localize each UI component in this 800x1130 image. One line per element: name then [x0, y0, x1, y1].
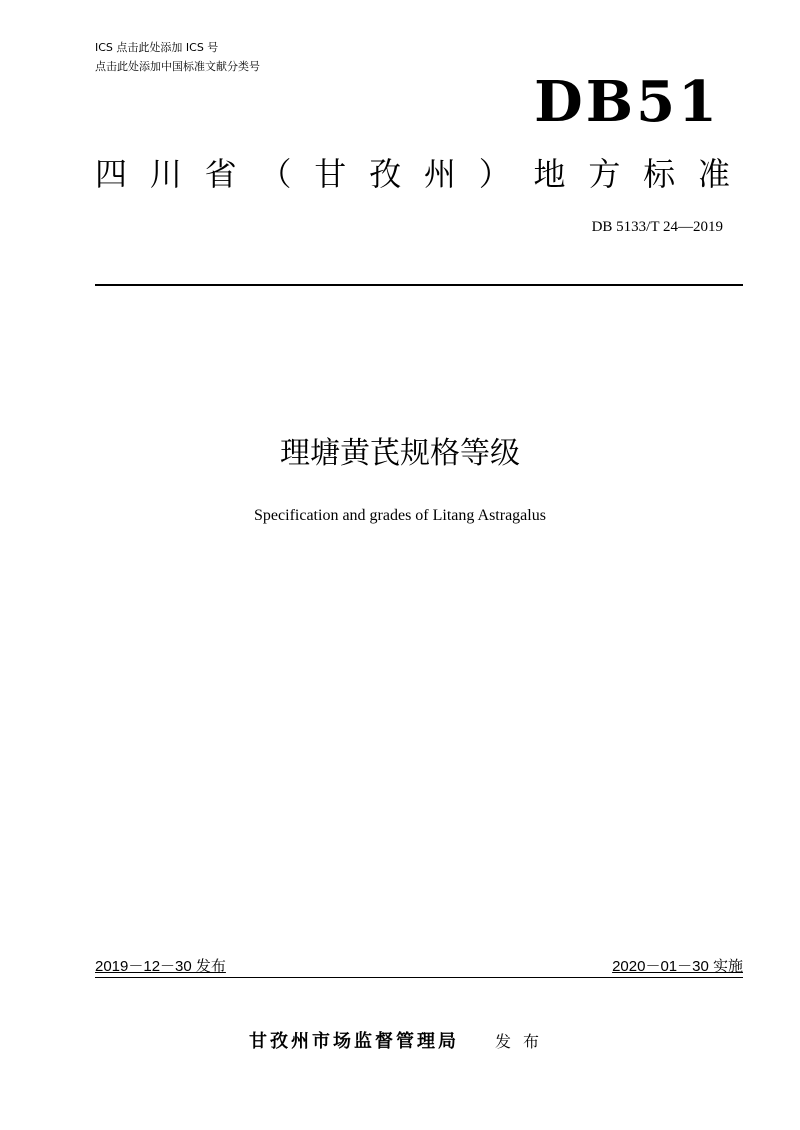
- standard-type-char: 甘: [314, 155, 347, 193]
- footer-divider: [95, 977, 743, 978]
- standard-type-heading: [95, 152, 730, 196]
- publish-label: 发布: [494, 1032, 551, 1051]
- standard-code-logo: DB51: [534, 69, 720, 135]
- document-title-english: Specification and grades of Litang Astragalus: [254, 507, 546, 524]
- ics-number-placeholder: ICS 点击此处添加 ICS 号: [95, 41, 219, 54]
- standard-type-char: 省: [204, 155, 237, 193]
- standard-type-char: （: [259, 155, 292, 193]
- date-row: [95, 957, 743, 979]
- standard-type-char: 标: [643, 155, 676, 193]
- standard-type-char: 准: [697, 155, 730, 193]
- classification-number-placeholder: 点击此处添加中国标准文献分类号: [95, 60, 260, 73]
- implementation-date: 2020－01－30 实施: [612, 958, 743, 975]
- header-divider: [95, 284, 743, 286]
- standard-type-char: ）: [478, 155, 511, 193]
- standard-type-char: 方: [588, 155, 621, 193]
- publisher-name: 甘孜州市场监督管理局: [248, 1031, 459, 1052]
- standard-type-char: 地: [533, 155, 566, 193]
- standard-type-char: 川: [149, 155, 182, 193]
- document-title-chinese: 理塘黄芪规格等级: [280, 436, 520, 471]
- standard-type-char: 孜: [369, 155, 402, 193]
- issue-date: 2019－12－30 发布: [95, 958, 226, 975]
- standard-number: DB 5133/T 24—2019: [591, 219, 723, 235]
- publisher-row: [0, 1027, 800, 1053]
- standard-type-char: 四: [95, 155, 128, 193]
- standard-type-char: 州: [423, 155, 456, 193]
